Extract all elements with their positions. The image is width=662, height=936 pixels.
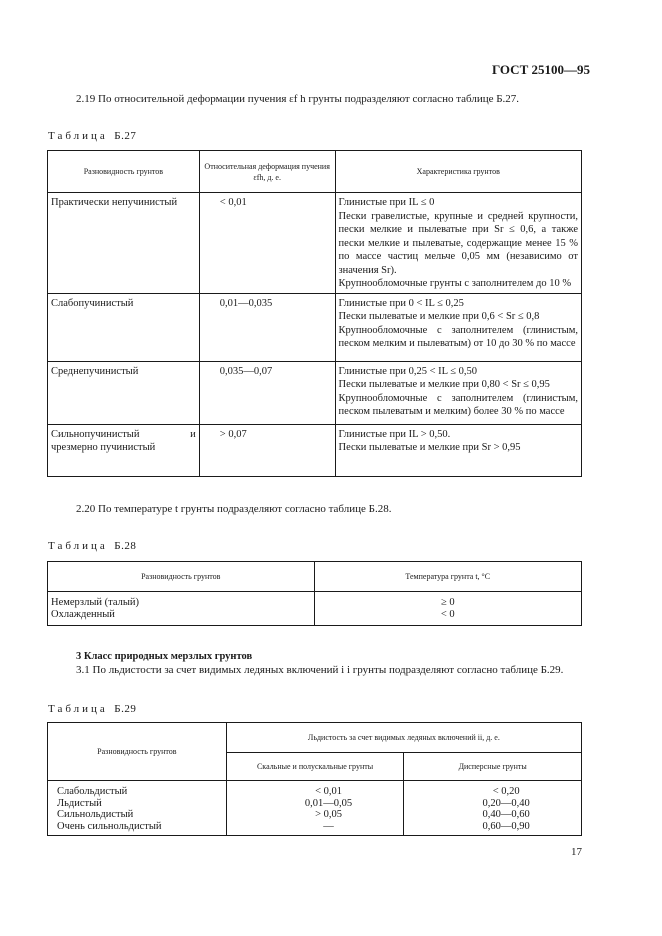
header-deformation: Относительная деформация пучения εfh, д. е. (199, 151, 335, 193)
table-caption-b27 (48, 130, 136, 142)
page-number: 17 (571, 846, 582, 858)
soil-type-cell: Слабопучинистый (48, 293, 200, 361)
table-caption-b28 (48, 540, 136, 552)
paragraph-2-20: 2.20 По температуре t грунты подразделяют согласно таблице Б.28. (76, 503, 392, 515)
table-row (48, 293, 582, 361)
soil-type-cell: Сильнопучинистый и чрезмерно пучинистый (48, 424, 200, 476)
deformation-cell: 0,035—0,07 (199, 361, 335, 424)
header-rock-soils: Скальные и полускальные грунты (226, 753, 404, 781)
soil-type-cell: Практически непучинистый (48, 193, 200, 294)
deformation-cell: < 0,01 (199, 193, 335, 294)
paragraph-3-1: 3.1 По льдистости за счет видимых ледяных включений i i грунты подразделяют согласно таблице Б.29. (76, 664, 564, 676)
rock-soils-cell: < 0,01 0,01—0,05 > 0,05 — (226, 781, 404, 836)
table-b28 (47, 561, 582, 626)
characteristics-cell: Глинистые при IL ≤ 0 Пески гравелистые, крупные и средней крупности, пески мелкие и пылеватые при Sr ≤ 0,6, а также пески мелкие и пылеватые, содержащие менее 15 % по массе частиц мельче 0,05 мм (независимо от значения Sr). Крупнообломочные грунты с заполнителем до 10 % (335, 193, 581, 294)
characteristics-cell: Глинистые при 0,25 < IL ≤ 0,50 Пески пылеватые и мелкие при 0,80 < Sr ≤ 0,95 Крупнообломочные с заполнителем (глинистым, песком пылеватым и мелким) более 30 % по массе (335, 361, 581, 424)
document-id: ГОСТ 25100—95 (491, 62, 590, 77)
caption-word: Таблица (48, 130, 108, 142)
table-b27 (47, 150, 582, 477)
table-row (48, 592, 582, 626)
soil-type-cell: Среднепучинистый (48, 361, 200, 424)
soil-type-cell: Слабольдистый Льдистый Сильнольдистый Очень сильнольдистый (48, 781, 227, 836)
table-b29 (47, 722, 582, 836)
characteristics-cell: Глинистые при IL > 0,50. Пески пылеватые и мелкие при Sr > 0,95 (335, 424, 581, 476)
characteristics-cell: Глинистые при 0 < IL ≤ 0,25 Пески пылеватые и мелкие при 0,6 < Sr ≤ 0,8 Крупнообломочные с заполнителем (глинистым, песком мелким и пылеватым) от 10 до 30 % по массе (335, 293, 581, 361)
header-soil-type: Разновидность грунтов (48, 562, 315, 592)
deformation-cell: > 0,07 (199, 424, 335, 476)
section-3-heading: 3 Класс природных мерзлых грунтов (76, 651, 253, 662)
table-row (48, 424, 582, 476)
table-caption-b29 (48, 703, 136, 715)
header-characteristics: Характеристика грунтов (335, 151, 581, 193)
paragraph-2-19: 2.19 По относительной деформации пучения εf h грунты подразделяют согласно таблице Б.27. (76, 93, 520, 105)
header-soil-type: Разновидность грунтов (48, 151, 200, 193)
dispersed-soils-cell: < 0,20 0,20—0,40 0,40—0,60 0,60—0,90 (404, 781, 582, 836)
header-dispersed-soils: Дисперсные грунты (404, 753, 582, 781)
caption-word: Таблица (48, 703, 108, 715)
table-row (48, 193, 582, 294)
temperature-cell: ≥ 0 < 0 (314, 592, 581, 626)
header-soil-type: Разновидность грунтов (48, 723, 227, 781)
soil-type-cell: Немерзлый (талый) Охлажденный (48, 592, 315, 626)
header-temperature: Температура грунта t, °С (314, 562, 581, 592)
caption-number: Б.28 (114, 540, 137, 552)
deformation-cell: 0,01—0,035 (199, 293, 335, 361)
caption-number: Б.27 (114, 130, 137, 142)
caption-word: Таблица (48, 540, 108, 552)
caption-number: Б.29 (114, 703, 137, 715)
table-row (48, 361, 582, 424)
header-ice-content: Льдистость за счет видимых ледяных включений ii, д. е. (226, 723, 581, 753)
table-row (48, 781, 582, 836)
